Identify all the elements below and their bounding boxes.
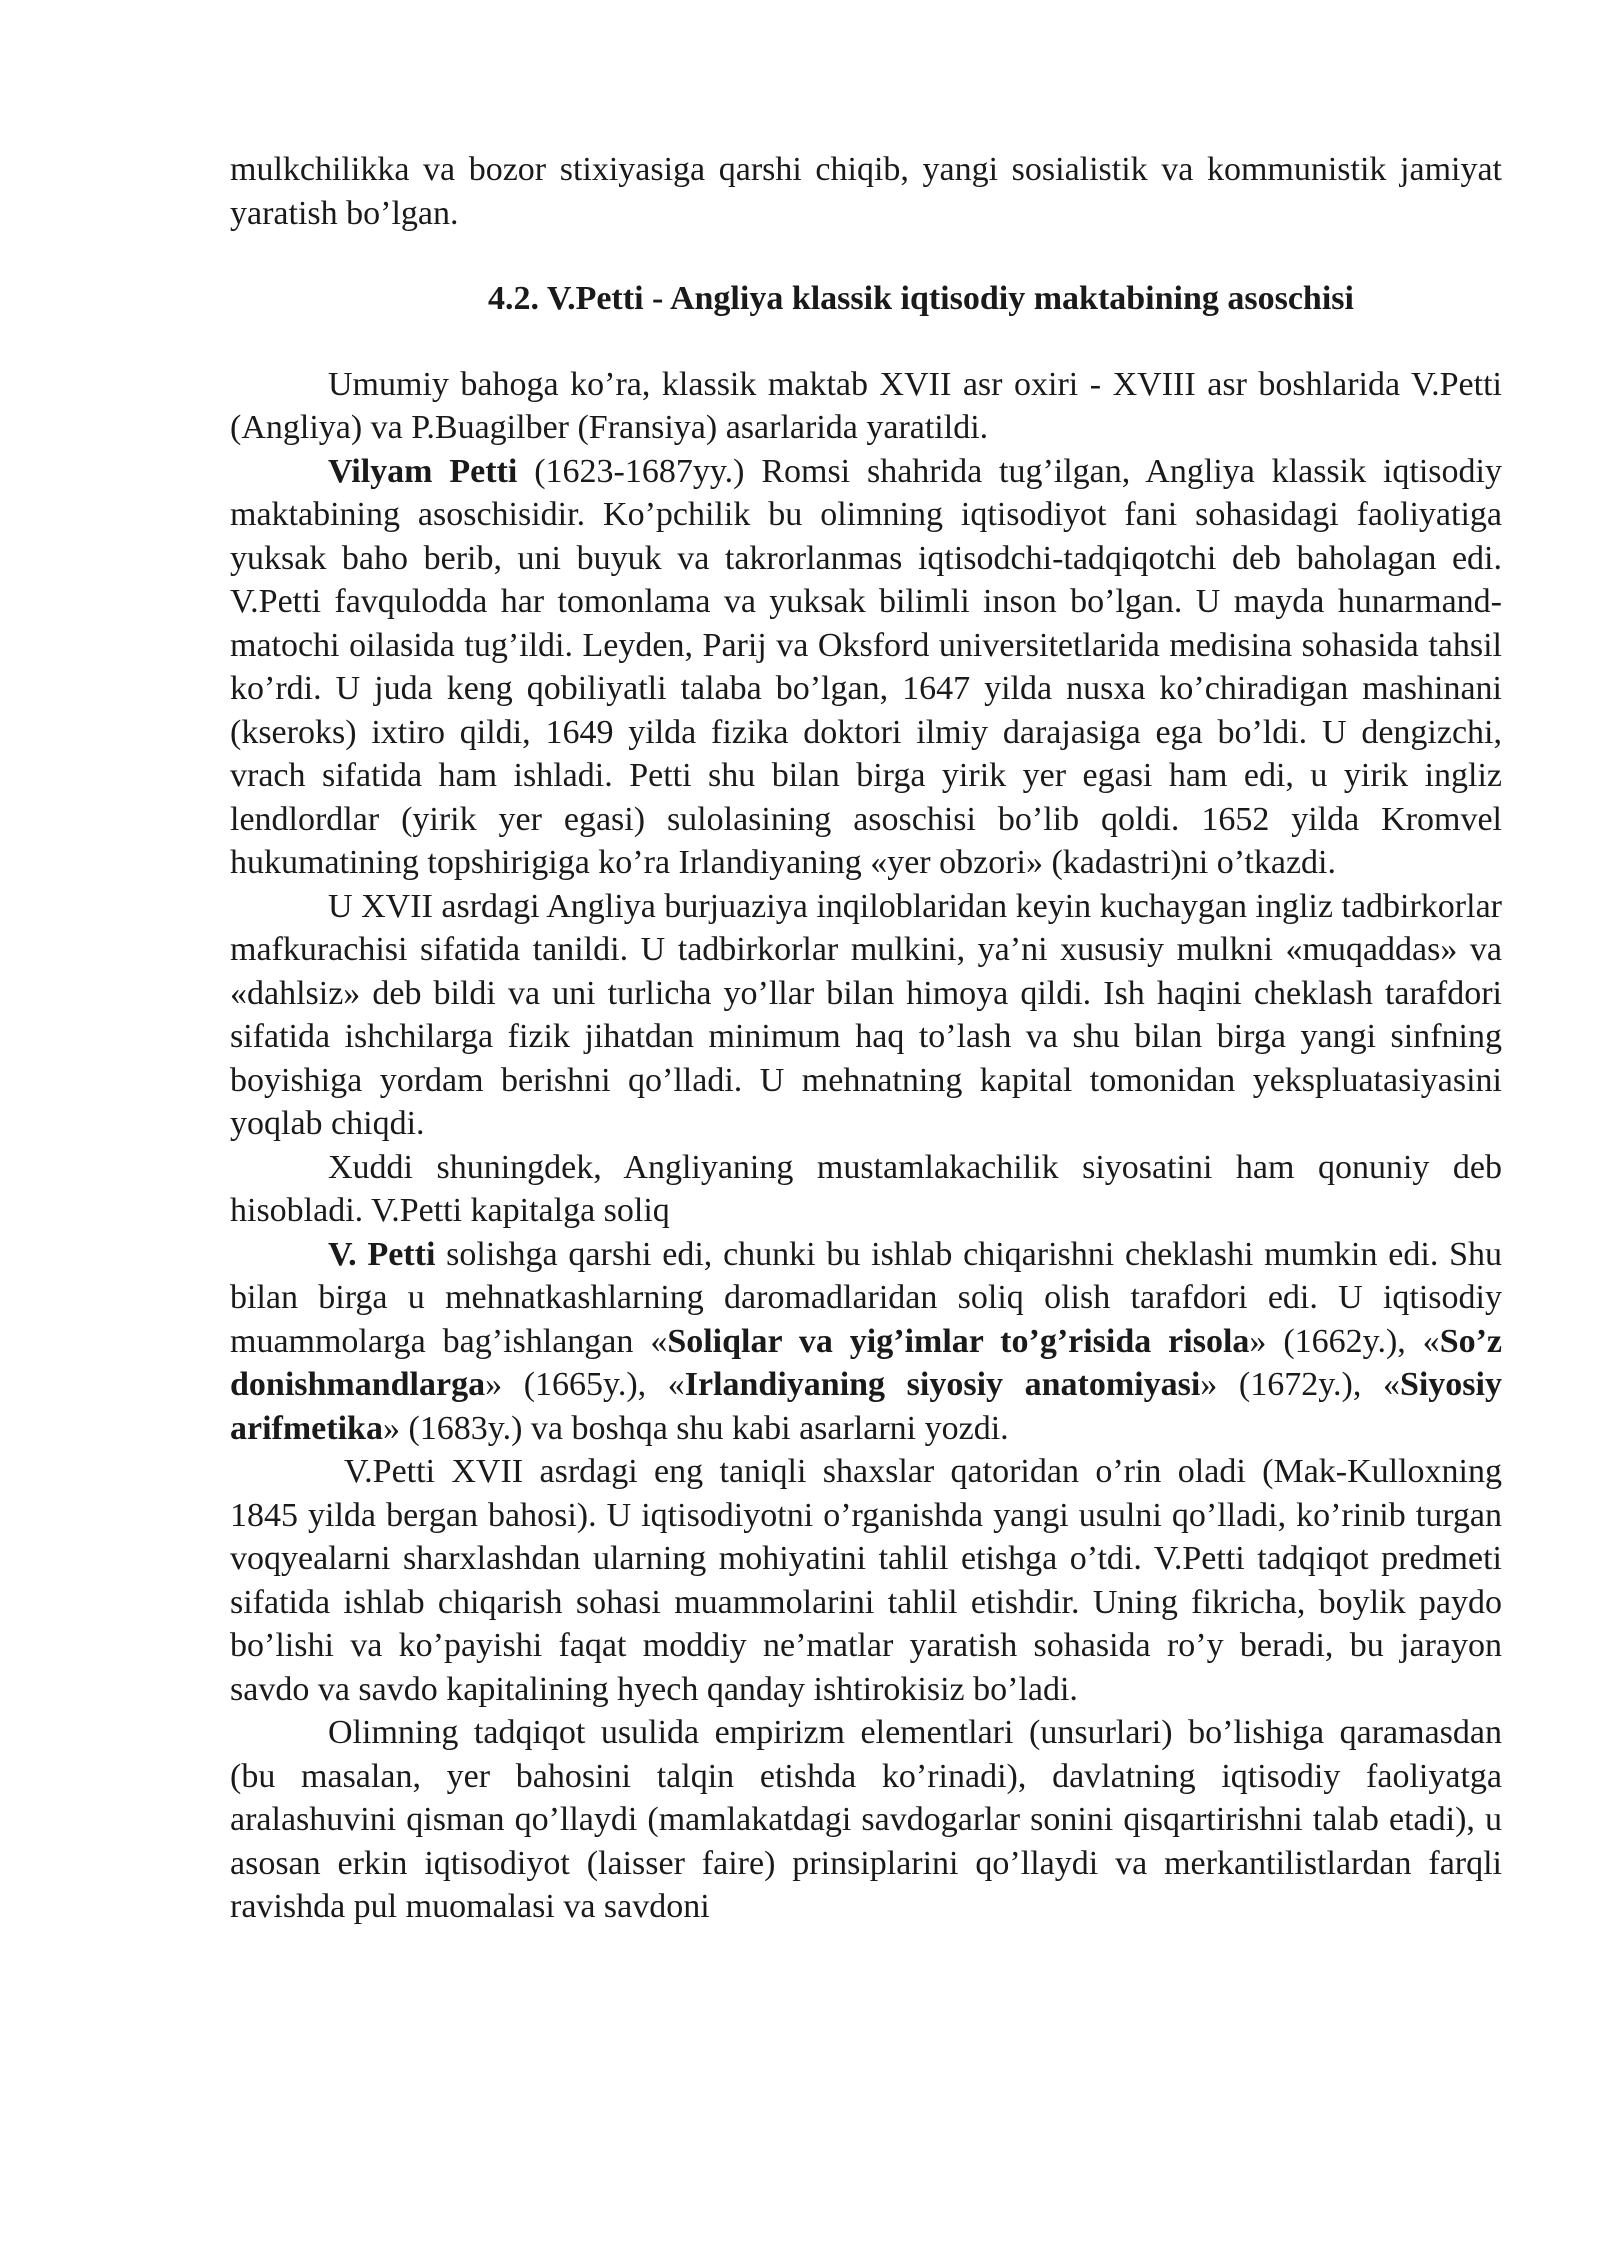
paragraph-tax-and-works [230,1233,1502,1451]
work-title-arithmetic: Siyosiy arifmetika [230,1366,1502,1447]
paragraph-text: » (1665y.), « [485,1366,685,1403]
paragraph-empiricism [230,1711,1502,1929]
intro-paragraph [230,148,1502,235]
work-title-anatomy: Irlandiyaning siyosiy anatomiyasi [684,1366,1201,1403]
work-title-treatise: Soliqlar va yig’imlar to’g’risida risola [667,1322,1250,1360]
section-heading [230,277,1502,321]
paragraph-ideology [230,885,1502,1146]
author-name-bold: V. Petti [328,1235,436,1273]
intro-text: mulkchilikka va bozor stixiyasiga qarshi chiqib, yangi sosialistik va kommunistik jamiyat yaratish bo’lgan. [230,151,1502,232]
paragraph-text: Olimning tadqiqot usulida empirizm elementlari (unsurlari) bo’lishiga qaramasdan (bu masalan, yer bahosini talqin etishda ko’rinadi), davlatning iqtisodiy faoliyatga aralashuvini qisman qo’llaydi (mamlakatdagi savdogarlar sonini qisqartirishni talab etadi), u asosan erkin iqtisodiyot (laisser faire) prinsiplarini qo’llaydi va merkantilistlardan farqli ravishda pul muomalasi va savdoni [230,1714,1502,1925]
section-heading-text: 4.2. V.Petti - Angliya klassik iqtisodiy maktabining asoschisi [488,280,1354,317]
work-title-wise: So’z donishmandlarga [230,1322,1503,1403]
paragraph-text: U XVII asrdagi Angliya burjuaziya inqiloblaridan keyin kuchaygan ingliz tadbirkorlar mafkurachisi sifatida tanildi. U tadbirkorlar mulkini, ya’ni xususiy mulkni «muqaddas» va «dahlsiz» deb bildi va uni turlicha yo’llar bilan himoya qildi. Ish haqini cheklash tarafdori sifatida ishchilarga fizik jihatdan minimum haq to’lash va shu bilan birga yangi sinfning boyishiga yordam berishni qo’lladi. U mehnatning kapital tomonidan yekspluatasiyasini yoqlab chiqdi. [230,887,1502,1142]
paragraph-classical-school [230,363,1502,450]
document-page [230,148,1502,1929]
paragraph-text: » (1672y.), « [1200,1366,1400,1403]
paragraph-text: V.Petti XVII asrdagi eng taniqli shaxslar qatoridan o’rin oladi (Mak-Kulloxning 1845 yilda bergan bahosi). U iqtisodiyotni o’rganishda yangi usulni qo’lladi, ko’rinib turgan voqyealarni sharxlashdan ularning mohiyatini tahlil etishga o’tdi. V.Petti tadqiqot predmeti sifatida ishlab chiqarish sohasi muammolarini tahlil etishdir. Uning fikricha, boylik paydo bo’lishi va ko’payishi faqat moddiy ne’matlar yaratish sohasida ro’y beradi, bu jarayon savdo va savdo kapitalining hyech qanday ishtirokisiz bo’ladi. [230,1453,1502,1708]
paragraph-text: » (1662y.), « [1249,1322,1440,1360]
paragraph-text: Xuddi shuningdek, Angliyaning mustamlakachilik siyosatini ham qonuniy deb hisobladi. V.Petti kapitalga soliq [230,1148,1502,1229]
paragraph-colonial-policy [230,1146,1502,1233]
author-name-bold: Vilyam Petti [328,452,518,490]
paragraph-method [230,1450,1502,1711]
paragraph-petty-biography [230,450,1502,885]
paragraph-text: Umumiy bahoga ko’ra, klassik maktab XVII asr oxiri - XVIII asr boshlarida V.Petti (Angliya) va P.Buagilber (Fransiya) asarlarida yaratildi. [230,365,1502,446]
paragraph-text: (1623-1687yy.) Romsi shahrida tug’ilgan, Angliya klassik iqtisodiy maktabining asoschisidir. Ko’pchilik bu olimning iqtisodiyot fani sohasidagi faoliyatiga yuksak baho berib, uni buyuk va takrorlanmas iqtisodchi-tadqiqotchi deb baholagan edi. V.Petti favqulodda har tomonlama va yuksak bilimli inson bo’lgan. U mayda hunarmand-matochi oilasida tug’ildi. Leyden, Parij va Oksford universitetlarida medisina sohasida tahsil ko’rdi. U juda keng qobiliyatli talaba bo’lgan, 1647 yilda nusxa ko’chiradigan mashinani (kseroks) ixtiro qildi, 1649 yilda fizika doktori ilmiy darajasiga ega bo’ldi. U dengizchi, vrach sifatida ham ishladi. Petti shu bilan birga yirik yer egasi ham edi, u yirik ingliz lendlordlar (yirik yer egasi) sulolasining asoschisi bo’lib qoldi. 1652 yilda Kromvel hukumatining topshirigiga ko’ra Irlandiyaning «yer obzori» (kadastri)ni o’tkazdi. [230,452,1502,881]
paragraph-text: solishga qarshi edi, chunki bu ishlab chiqarishni cheklashi mumkin edi. Shu bilan birga u mehnatkashlarning daromadlaridan soliq olish tarafdori edi. U iqtisodiy muammolarga bag’ishlangan « [230,1235,1502,1360]
paragraph-text: » (1683y.) va boshqa shu kabi asarlarni yozdi. [382,1409,1009,1447]
